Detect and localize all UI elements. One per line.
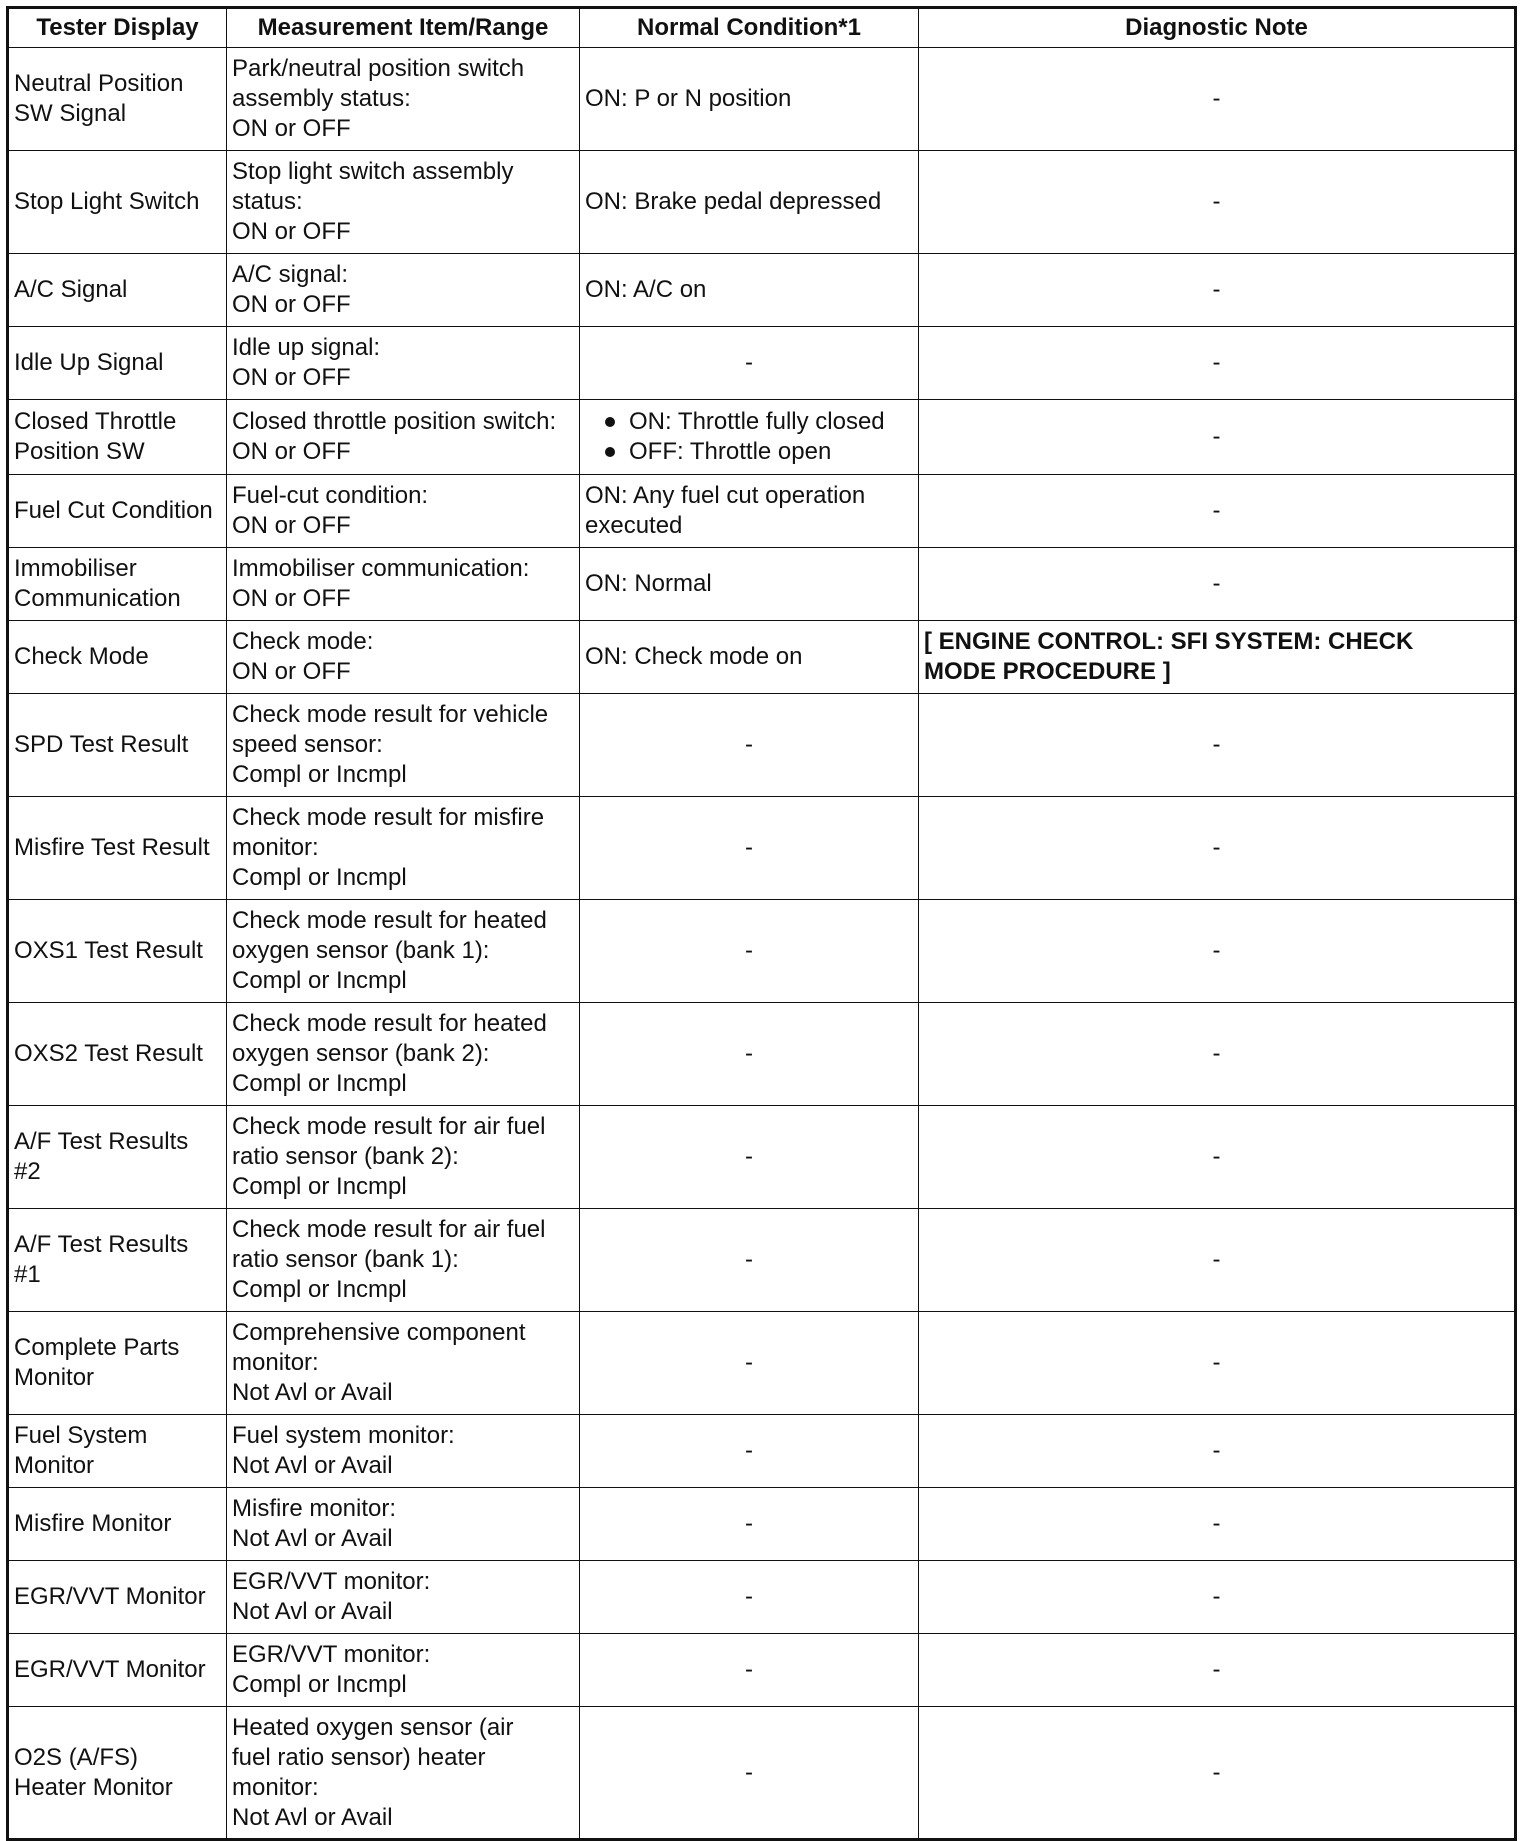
cell-measurement [227,327,580,400]
cell-text-line: EGR/VVT monitor: [232,1568,431,1595]
cell-text-line: speed sensor: [232,731,383,758]
table-row [8,1634,1516,1707]
cell-text-line: - [1212,1040,1221,1067]
cell-text-line: Check mode: [232,628,374,655]
table-row [8,1003,1516,1106]
cell-text-line: - [1212,937,1221,964]
cell-text-line: SW Signal [14,100,127,127]
cell-diagnostic-note [919,1561,1516,1634]
cell-diagnostic-note [919,548,1516,621]
cell-text-line: - [1212,1143,1221,1170]
cell-measurement [227,621,580,694]
cell-tester-display [8,1209,227,1312]
cell-text-line: Misfire Monitor [14,1510,172,1537]
table-row [8,621,1516,694]
data-list-table [6,6,1517,1841]
cell-measurement [227,1634,580,1707]
cell-text-line: status: [232,188,303,215]
cell-normal-condition [580,548,919,621]
cell-text-line: O2S (A/FS) [14,1743,139,1771]
cell-diagnostic-note [919,254,1516,327]
cell-text-line: - [1212,834,1221,861]
cell-tester-display [8,1488,227,1561]
cell-text-line: - [1212,349,1221,376]
cell-normal-condition [580,1561,919,1634]
cell-text-line: oxygen sensor (bank 2): [232,1040,490,1067]
cell-tester-display [8,327,227,400]
table-row [8,254,1516,327]
cell-text-line: Communication [14,585,181,612]
cell-text-line: monitor: [232,834,319,861]
table-row [8,327,1516,400]
cell-text-line: Compl or Incmpl [232,1173,407,1200]
cell-normal-condition [580,1488,919,1561]
cell-tester-display [8,254,227,327]
cell-text-line: - [1212,1349,1221,1376]
cell-measurement [227,48,580,151]
cell-normal-condition [580,621,919,694]
cell-diagnostic-note[interactable] [919,621,1516,694]
cell-text-line: Idle Up Signal [14,349,164,376]
cell-text-line: MODE PROCEDURE ] [924,658,1171,685]
cell-diagnostic-note [919,48,1516,151]
cell-text-line: Check mode result for misfire [232,804,545,831]
cell-text-line: - [1212,1437,1221,1464]
cell-text-line: Monitor [14,1452,95,1479]
cell-text-line: - [745,1246,753,1273]
cell-tester-display [8,1003,227,1106]
cell-diagnostic-note [919,1209,1516,1312]
header-measurement: Measurement Item/Range [227,8,580,48]
cell-measurement [227,254,580,327]
cell-text-line: Check mode result for air fuel [232,1216,546,1243]
cell-text-line: - [1212,497,1221,524]
cell-text-line: ON or OFF [232,364,351,391]
cell-text-line: - [745,1656,753,1683]
cell-text-line: - [1212,731,1221,758]
cell-normal-condition [580,797,919,900]
table-row [8,900,1516,1003]
cell-text-line: A/C Signal [14,276,128,303]
cell-text-line: - [745,1583,753,1610]
cell-tester-display [8,48,227,151]
cell-text-line: - [745,1437,753,1464]
bullet-item: ON: Throttle fully closed [585,407,913,437]
cell-text-line: - [745,834,753,861]
cell-text-line: - [745,1349,753,1376]
cell-text-line: Stop light switch assembly [232,158,514,185]
cell-text-line: - [745,937,753,964]
cell-normal-condition [580,254,919,327]
cell-text-line: SPD Test Result [14,731,189,758]
cell-measurement [227,1561,580,1634]
cell-text-line: Check mode result for heated [232,907,547,934]
header-row [8,8,1516,48]
cell-text-line: Compl or Incmpl [232,761,407,788]
cell-text-line: - [1212,1246,1221,1273]
cell-tester-display [8,797,227,900]
cell-text-line: Complete Parts [14,1334,180,1361]
cell-normal-condition [580,1707,919,1840]
cell-text-line: ON: A/C on [585,276,707,303]
cell-measurement [227,151,580,254]
cell-measurement [227,1312,580,1415]
cell-diagnostic-note [919,400,1516,475]
cell-diagnostic-note [919,1312,1516,1415]
cell-measurement [227,548,580,621]
cell-text-line: - [745,1040,753,1067]
cell-tester-display [8,151,227,254]
cell-measurement [227,797,580,900]
cell-text-line: - [745,349,753,376]
cell-text-line: Comprehensive component [232,1319,526,1346]
cell-text-line: A/F Test Results [14,1128,189,1155]
cell-text-line: - [745,1143,753,1170]
cell-text-line: Closed Throttle [14,408,177,435]
bullet-list [585,407,913,467]
cell-text-line: Closed throttle position switch: [232,408,557,435]
cell-normal-condition [580,694,919,797]
cell-text-line: OXS2 Test Result [14,1040,203,1067]
cell-diagnostic-note [919,1488,1516,1561]
cell-text-line: ratio sensor (bank 2): [232,1143,459,1170]
cell-measurement [227,1488,580,1561]
cell-normal-condition [580,1415,919,1488]
cell-text-line: Check mode result for air fuel [232,1113,546,1140]
table-row [8,400,1516,475]
cell-text-line: #2 [14,1158,41,1185]
cell-text-line: Not Avl or Avail [232,1379,393,1406]
cell-text-line: EGR/VVT monitor: [232,1641,431,1668]
cell-text-line: Not Avl or Avail [232,1452,393,1479]
cell-text-line: Misfire Test Result [14,834,210,861]
cell-tester-display [8,1634,227,1707]
cell-text-line: Compl or Incmpl [232,967,407,994]
header-normal-condition: Normal Condition*1 [580,8,919,48]
cell-diagnostic-note [919,1634,1516,1707]
cell-text-line: Compl or Incmpl [232,864,407,891]
cell-text-line: assembly status: [232,85,411,112]
cell-normal-condition [580,1312,919,1415]
cell-text-line: Check mode result for heated [232,1010,547,1037]
cell-measurement [227,900,580,1003]
cell-tester-display [8,1707,227,1840]
cell-text-line: Compl or Incmpl [232,1276,407,1303]
cell-text-line: Not Avl or Avail [232,1598,393,1625]
table-row [8,151,1516,254]
cell-text-line: - [1212,570,1221,597]
table-row [8,1707,1516,1840]
cell-text-line: Fuel-cut condition: [232,482,429,509]
header-tester-display: Tester Display [8,8,227,48]
data-table-container [6,6,1514,1841]
cell-measurement [227,1106,580,1209]
cell-measurement [227,1003,580,1106]
cell-text-line: - [1212,1758,1221,1786]
cell-text-line: Immobiliser [14,555,137,582]
table-body [8,48,1516,1840]
cell-text-line: monitor: [232,1349,319,1376]
cell-text-line: - [1212,85,1221,112]
cell-diagnostic-note [919,694,1516,797]
table-row [8,1312,1516,1415]
cell-tester-display [8,1106,227,1209]
cell-normal-condition [580,151,919,254]
cell-text-line: A/F Test Results [14,1231,189,1258]
table-row [8,1415,1516,1488]
cell-text-line: Position SW [14,438,145,465]
cell-text-line: - [1212,276,1221,303]
cell-diagnostic-note [919,151,1516,254]
cell-text-line: Idle up signal: [232,334,381,361]
cell-text-line: - [1212,188,1221,215]
cell-tester-display [8,621,227,694]
header-diagnostic-note: Diagnostic Note [919,8,1516,48]
cell-text-line: Not Avl or Avail [232,1525,393,1552]
cell-text-line: Check mode result for vehicle [232,701,549,728]
table-row [8,797,1516,900]
cell-text-line: - [1212,1583,1221,1610]
cell-text-line: #1 [14,1261,41,1288]
cell-text-line: oxygen sensor (bank 1): [232,937,490,964]
cell-text-line: Heated oxygen sensor (air [232,1713,514,1741]
cell-text-line: ON or OFF [232,291,351,318]
cell-text-line: ON: P or N position [585,85,792,112]
cell-text-line: ON: Brake pedal depressed [585,188,882,215]
cell-text-line: Stop Light Switch [14,188,200,215]
cell-measurement [227,694,580,797]
cell-normal-condition [580,400,919,475]
bullet-item: OFF: Throttle open [585,437,913,467]
cell-diagnostic-note [919,900,1516,1003]
cell-text-line: ON or OFF [232,438,351,465]
cell-normal-condition [580,48,919,151]
cell-text-line: ON or OFF [232,658,351,685]
cell-text-line: A/C signal: [232,261,349,288]
cell-text-line: Fuel Cut Condition [14,497,213,524]
cell-text-line: Not Avl or Avail [232,1803,393,1831]
cell-text-line: - [745,1758,753,1786]
cell-text-line: ON: Check mode on [585,643,803,670]
table-row [8,1488,1516,1561]
cell-text-line: executed [585,512,683,539]
cell-diagnostic-note [919,1106,1516,1209]
cell-diagnostic-note [919,327,1516,400]
cell-text-line: - [1212,1656,1221,1683]
cell-text-line: - [1212,1510,1221,1537]
cell-text-line: ON: Any fuel cut operation [585,482,866,509]
table-row [8,548,1516,621]
cell-tester-display [8,548,227,621]
cell-tester-display [8,1312,227,1415]
cell-text-line: Check Mode [14,643,149,670]
table-row [8,1106,1516,1209]
cell-measurement [227,1707,580,1840]
cell-tester-display [8,1561,227,1634]
cell-diagnostic-note [919,475,1516,548]
cell-text-line: OXS1 Test Result [14,937,203,964]
cell-tester-display [8,1415,227,1488]
cell-text-line: ON or OFF [232,512,351,539]
cell-text-line: Fuel System [14,1422,148,1449]
cell-text-line: ON: Normal [585,570,712,597]
cell-diagnostic-note [919,1415,1516,1488]
cell-text-line: Neutral Position [14,70,184,97]
cell-normal-condition [580,327,919,400]
cell-measurement [227,400,580,475]
cell-normal-condition [580,1634,919,1707]
cell-text-line: Heater Monitor [14,1773,173,1801]
cell-text-line: Compl or Incmpl [232,1070,407,1097]
cell-normal-condition [580,900,919,1003]
cell-diagnostic-note [919,1707,1516,1840]
cell-text-line: EGR/VVT Monitor [14,1656,206,1683]
cell-normal-condition [580,475,919,548]
table-row [8,48,1516,151]
cell-text-line: Park/neutral position switch [232,55,525,82]
cell-tester-display [8,475,227,548]
cell-text-line: - [745,1510,753,1537]
cell-text-line: ON or OFF [232,585,351,612]
cell-text-line: Fuel system monitor: [232,1422,455,1449]
cell-text-line: Compl or Incmpl [232,1671,407,1698]
cell-text-line: - [1212,423,1221,450]
cell-text-line: - [745,731,753,758]
table-row [8,1209,1516,1312]
cell-text-line: Immobiliser communication: [232,555,530,582]
cell-tester-display [8,400,227,475]
cell-diagnostic-note [919,1003,1516,1106]
cell-measurement [227,1209,580,1312]
table-row [8,1561,1516,1634]
cell-text-line: fuel ratio sensor) heater [232,1743,486,1771]
table-row [8,694,1516,797]
cell-text-line: ratio sensor (bank 1): [232,1246,459,1273]
cell-diagnostic-note [919,797,1516,900]
cell-normal-condition [580,1003,919,1106]
cell-normal-condition [580,1106,919,1209]
cell-tester-display [8,694,227,797]
cell-text-line: EGR/VVT Monitor [14,1583,206,1610]
cell-text-line: [ ENGINE CONTROL: SFI SYSTEM: CHECK [924,628,1414,655]
cell-text-line: ON or OFF [232,115,351,142]
cell-text-line: monitor: [232,1773,319,1801]
cell-text-line: Misfire monitor: [232,1495,397,1522]
cell-text-line: Monitor [14,1364,95,1391]
cell-text-line: ON or OFF [232,218,351,245]
cell-measurement [227,475,580,548]
table-row [8,475,1516,548]
cell-measurement [227,1415,580,1488]
cell-normal-condition [580,1209,919,1312]
cell-tester-display [8,900,227,1003]
